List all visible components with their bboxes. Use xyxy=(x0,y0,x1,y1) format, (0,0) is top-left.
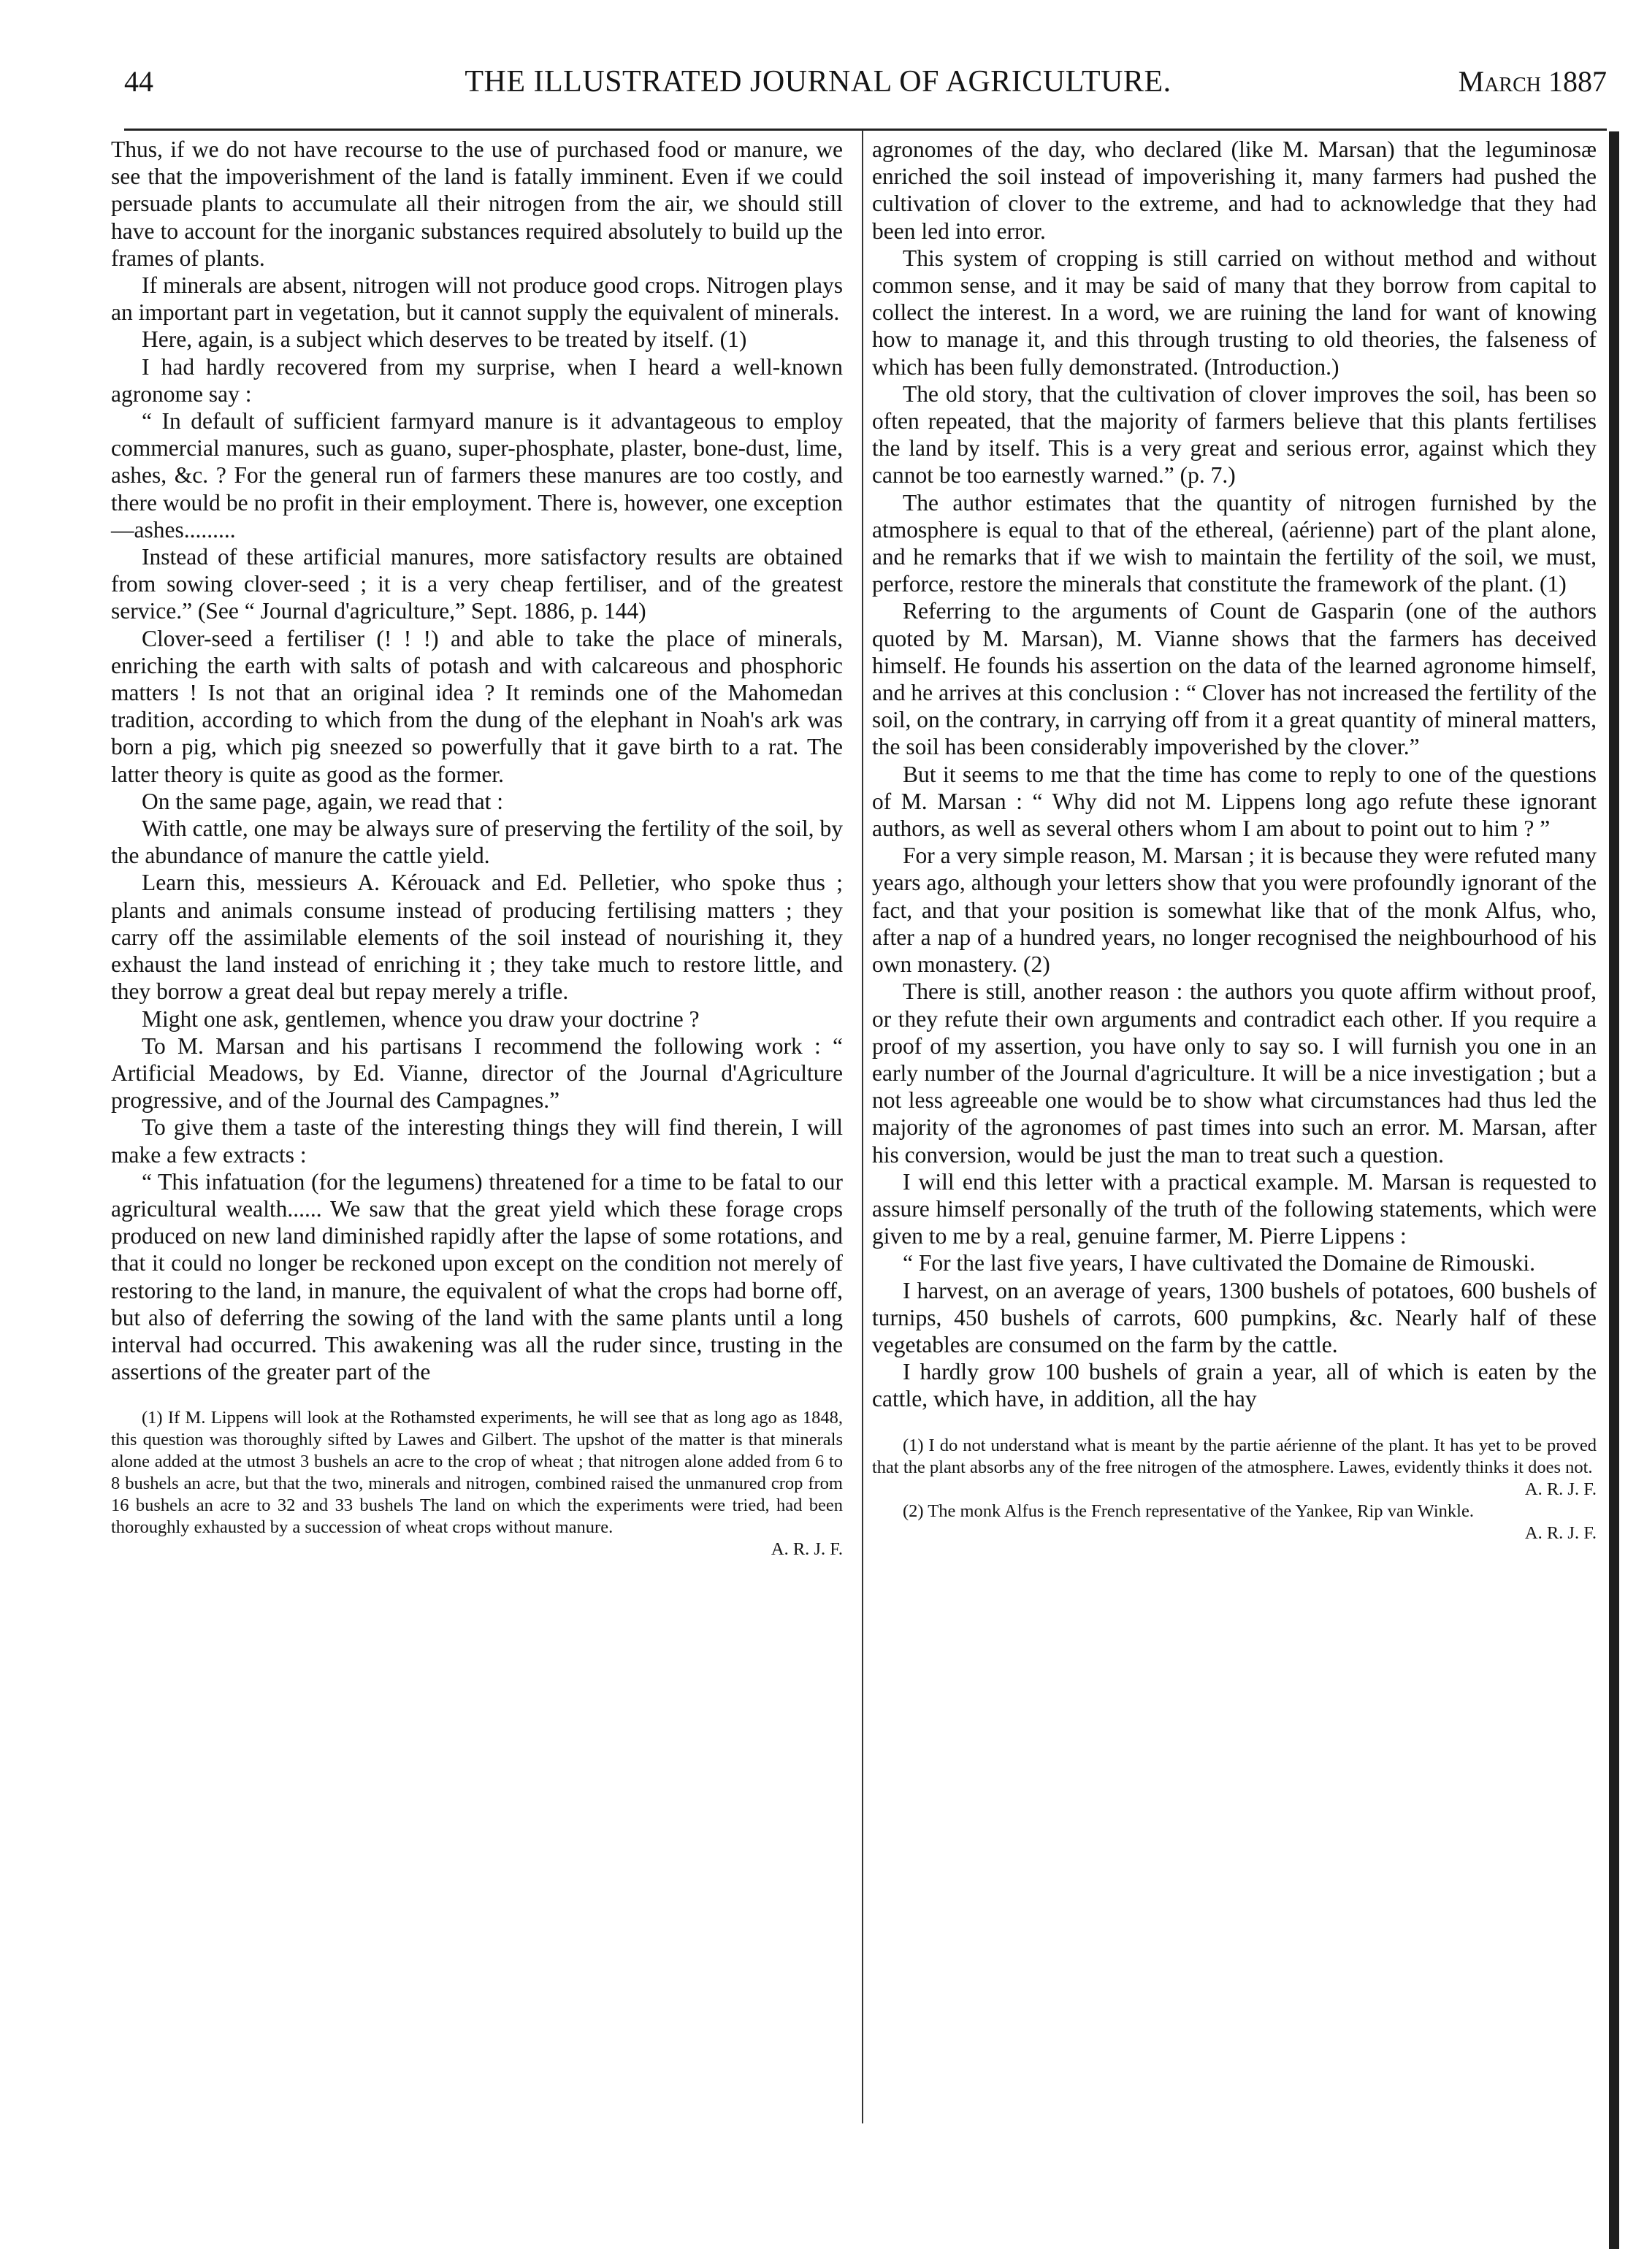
paragraph: Learn this, messieurs A. Kérouack and Ed. Pelletier, who spoke thus ; plants and animals consume instead of producing fertilising matters ; they carry off the assimilable elements of the soil instead of nourishing it, they exhaust the land instead of enriching it ; they take much to restore little, and they borrow a great deal but repay merely a trifle. xyxy=(111,870,843,1005)
paragraph: This system of cropping is still carried on without method and without common sense, and it may be said of many that they borrow from capital to collect the interest. In a word, we are ruining the land for want of knowing how to manage it, and this through trusting to old theories, the falseness of which has been fully demonstrated. (Introduction.) xyxy=(872,245,1597,380)
journal-title: THE ILLUSTRATED JOURNAL OF AGRICULTURE. xyxy=(465,65,1171,99)
column-divider xyxy=(862,130,863,2123)
paragraph: “ This infatuation (for the legumens) threatened for a time to be fatal to our agricultural wealth...... We saw that the great yield which these forage crops produced on new land diminished rapidly after the lapse of some rotations, and that it could no longer be reckoned upon except on the condition not merely of restoring to the land, in manure, the equivalent of what the crops had borne off, but also of deferring the sowing of the land with the same plants until a long interval had occurred. This awakening was all the ruder since, trusting in the assertions of the greater part of the xyxy=(111,1168,843,1385)
footnote-text: (2) The monk Alfus is the French representative of the Yankee, Rip van Winkle. xyxy=(903,1501,1474,1521)
paragraph: Instead of these artificial manures, more satisfactory results are obtained from sowing clover-seed ; it is a very cheap fertiliser, and of the greatest service.” (See “ Journal d'agriculture,” Sept. 1886, p. 144) xyxy=(111,544,843,624)
paragraph: If minerals are absent, nitrogen will not produce good crops. Nitrogen plays an important part in vegetation, but it cannot supply the equivalent of minerals. xyxy=(111,272,843,326)
footnote-text: (1) I do not understand what is meant by the partie aérienne of the plant. It has yet to be proved that the plant absorbs any of the free nitrogen of the atmosphere. Lawes, evidently thinks it does not. xyxy=(872,1435,1597,1477)
footnote-signature: A. R. J. F. xyxy=(771,1539,843,1560)
left-column xyxy=(111,136,843,1560)
paragraph: To give them a taste of the interesting things they will find therein, I will make a few extracts : xyxy=(111,1114,843,1168)
paragraph: Thus, if we do not have recourse to the use of purchased food or manure, we see that the impoverishment of the land is fatally imminent. Even if we could persuade plants to accumulate all their nitrogen from the air, we should still have to account for the inorganic substances required absolutely to build up the frames of plants. xyxy=(111,137,843,271)
footnote xyxy=(872,1501,1597,1544)
paragraph: The old story, that the cultivation of clover improves the soil, has been so often repeated, that the majority of farmers believe that this plants fertilises the land by itself. This is a very great and serious error, against which they cannot be too earnestly warned.” (p. 7.) xyxy=(872,380,1597,489)
paragraph: Here, again, is a subject which deserves to be treated by itself. (1) xyxy=(142,326,747,353)
paragraph: I harvest, on an average of years, 1300 bushels of potatoes, 600 bushels of turnips, 450 bushels of carrots, 600 pumpkins, &c. Nearly half of these vegetables are consumed on the farm by the cattle. xyxy=(872,1277,1597,1357)
paragraph: With cattle, one may be always sure of preserving the fertility of the soil, by the abundance of manure the cattle yield. xyxy=(111,816,843,869)
paragraph: “ For the last five years, I have cultivated the Domaine de Rimouski. xyxy=(903,1250,1536,1276)
right-column xyxy=(872,136,1597,1544)
header-rule xyxy=(124,129,1607,131)
paragraph: Clover-seed a fertiliser (! ! !) and able to take the place of minerals, enriching the earth with salts of potash and with calcareous and phosphoric matters ! Is not that an original idea ? It reminds one of the Mahomedan tradition, according to which from the dung of the elephant in Noah's ark was born a pig, which pig sneezed so powerfully that it gave birth to a rat. The latter theory is quite as good as the former. xyxy=(111,625,843,787)
issue-date: March 1887 xyxy=(1458,65,1607,98)
paragraph: There is still, another reason : the authors you quote affirm without proof, or they refute their own arguments and contradict each other. If you require a proof of my assertion, you have only to say so. I will furnish you one in an early number of the Journal d'agriculture. It will be a nice investigation ; but a not less agreeable one would be to show what circumstances had thus led the majority of the agronomes of past times into such an error. M. Marsan, after his conversion, would be just the man to treat such a question. xyxy=(872,978,1597,1168)
paragraph: Referring to the arguments of Count de Gasparin (one of the authors quoted by M. Marsan), M. Vianne shows that the farmers has deceived himself. He founds his assertion on the data of the learned agronome himself, and he arrives at this conclusion : “ Clover has not increased the fertility of the soil, on the contrary, in carrying off from it a great quantity of mineral matters, the soil has been considerably impoverished by the clover.” xyxy=(872,598,1597,760)
footnote xyxy=(872,1435,1597,1501)
footnote xyxy=(111,1407,843,1560)
paragraph: I had hardly recovered from my surprise, when I heard a well-known agronome say : xyxy=(111,353,843,407)
footnote-text: (1) If M. Lippens will look at the Rothamsted experiments, he will see that as long ago as 1848, this question was thoroughly sifted by Lawes and Gilbert. The upshot of the matter is that minerals alone added at the utmost 3 bushels an acre to the crop of wheat ; that nitrogen alone added from 6 to 8 bushels an acre, but that the two, minerals and nitrogen, combined raised the unmanured crop from 16 bushels an acre to 32 and 33 bushels The land on which the experiments were tried, had been thoroughly exhausted by a succession of wheat crops without manure. xyxy=(111,1408,843,1538)
footnote-signature: A. R. J. F. xyxy=(1524,1522,1597,1543)
paragraph: On the same page, again, we read that : xyxy=(142,788,504,814)
paragraph: “ In default of sufficient farmyard manure is it advantageous to employ commercial manures, such as guano, super-phosphate, plaster, bone-dust, lime, ashes, &c. ? For the general run of farmers these manures are too costly, and there would be no profit in their employment. There is, however, one exception—ashes......... xyxy=(111,408,843,543)
scan-edge-shadow xyxy=(1609,131,1619,2249)
paragraph: But it seems to me that the time has come to reply to one of the questions of M. Marsan : “ Why did not M. Lippens long ago refute these ignorant authors, as well as several others whom I am about to point out to him ? ” xyxy=(872,761,1597,842)
footnote-signature: A. R. J. F. xyxy=(1524,1479,1597,1499)
page-header xyxy=(0,64,1636,101)
paragraph: Might one ask, gentlemen, whence you draw your doctrine ? xyxy=(142,1005,700,1032)
paragraph: The author estimates that the quantity of nitrogen furnished by the atmosphere is equal to that of the ethereal, (aérienne) part of the plant alone, and he remarks that if we wish to maintain the fertility of the soil, we must, perforce, restore the minerals that constitute the framework of the plant. (1) xyxy=(872,489,1597,597)
paragraph: For a very simple reason, M. Marsan ; it is because they were refuted many years ago, although your letters show that you were profoundly ignorant of the fact, and that your position is somewhat like that of the monk Alfus, who, after a nap of a hundred years, no longer recognised the neighbourhood of his own monastery. (2) xyxy=(872,843,1597,978)
paragraph: I hardly grow 100 bushels of grain a year, all of which is eaten by the cattle, which have, in addition, all the hay xyxy=(872,1359,1597,1412)
page-number: 44 xyxy=(124,65,153,98)
paragraph: I will end this letter with a practical example. M. Marsan is requested to assure himself personally of the truth of the following statements, which were given to me by a real, genuine farmer, M. Pierre Lippens : xyxy=(872,1168,1597,1249)
paragraph: agronomes of the day, who declared (like M. Marsan) that the leguminosæ enriched the soil instead of impoverishing it, many farmers had pushed the cultivation of clover to the extreme, and had to acknowledge that they had been led into error. xyxy=(872,137,1597,244)
paragraph: To M. Marsan and his partisans I recommend the following work : “ Artificial Meadows, by Ed. Vianne, director of the Journal d'Agriculture progressive, and of the Journal des Campagnes.” xyxy=(111,1033,843,1114)
